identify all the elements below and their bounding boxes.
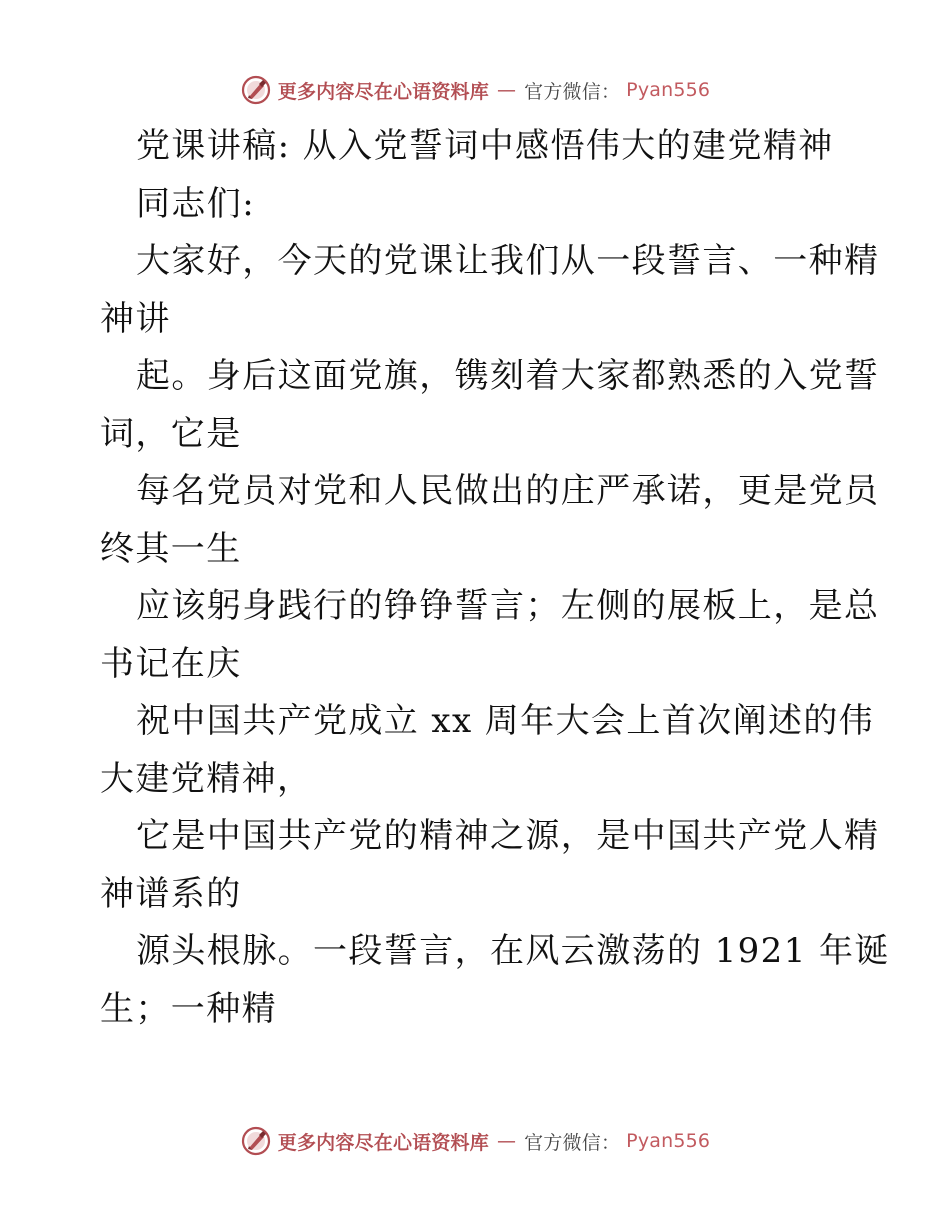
watermark-wechat-label: 官方微信： [524,1131,621,1154]
document-body [100,118,890,1038]
paragraph-line: 生；一种精 [100,988,277,1029]
pen-logo-icon [240,1125,272,1157]
watermark-brand-text: 更多内容尽在心语资料库 [277,80,489,103]
watermark-wechat-id: Pyan556 [626,79,711,101]
watermark-separator: — [496,79,517,101]
paragraph-line: 祝中国共产党成立 xx 周年大会上首次阐述的伟 [136,701,875,741]
watermark-wechat-label: 官方微信： [524,80,621,103]
paragraph-line: 应该躬身践行的铮铮誓言；左侧的展板上，是总 [136,586,880,626]
paragraph-line: 每名党员对党和人民做出的庄严承诺，更是党员 [136,471,880,511]
paragraph-line: 终其一生 [100,528,242,569]
watermark-brand-text: 更多内容尽在心语资料库 [277,1131,489,1154]
paragraph-line: 神讲 [100,298,171,339]
pen-logo-icon [240,74,272,106]
paragraph-line: 源头根脉。一段誓言，在风云激荡的 1921 年诞 [136,931,890,971]
paragraph-line: 书记在庆 [100,643,242,684]
watermark-footer [0,1121,950,1161]
paragraph-line: 大建党精神， [100,758,313,799]
watermark-separator: — [496,1130,517,1152]
paragraph-line: 词，它是 [100,413,242,454]
document-title: 党课讲稿: 从入党誓词中感悟伟大的建党精神 [136,126,834,166]
watermark-wechat-id: Pyan556 [626,1130,711,1152]
paragraph-line: 起。身后这面党旗，镌刻着大家都熟悉的入党誓 [136,356,880,396]
paragraph-line: 大家好，今天的党课让我们从一段誓言、一种精 [136,241,880,281]
paragraph-line: 同志们: [136,183,256,224]
paragraph-line: 神谱系的 [100,873,242,914]
watermark-header [0,70,950,110]
paragraph-line: 它是中国共产党的精神之源，是中国共产党人精 [136,816,880,856]
